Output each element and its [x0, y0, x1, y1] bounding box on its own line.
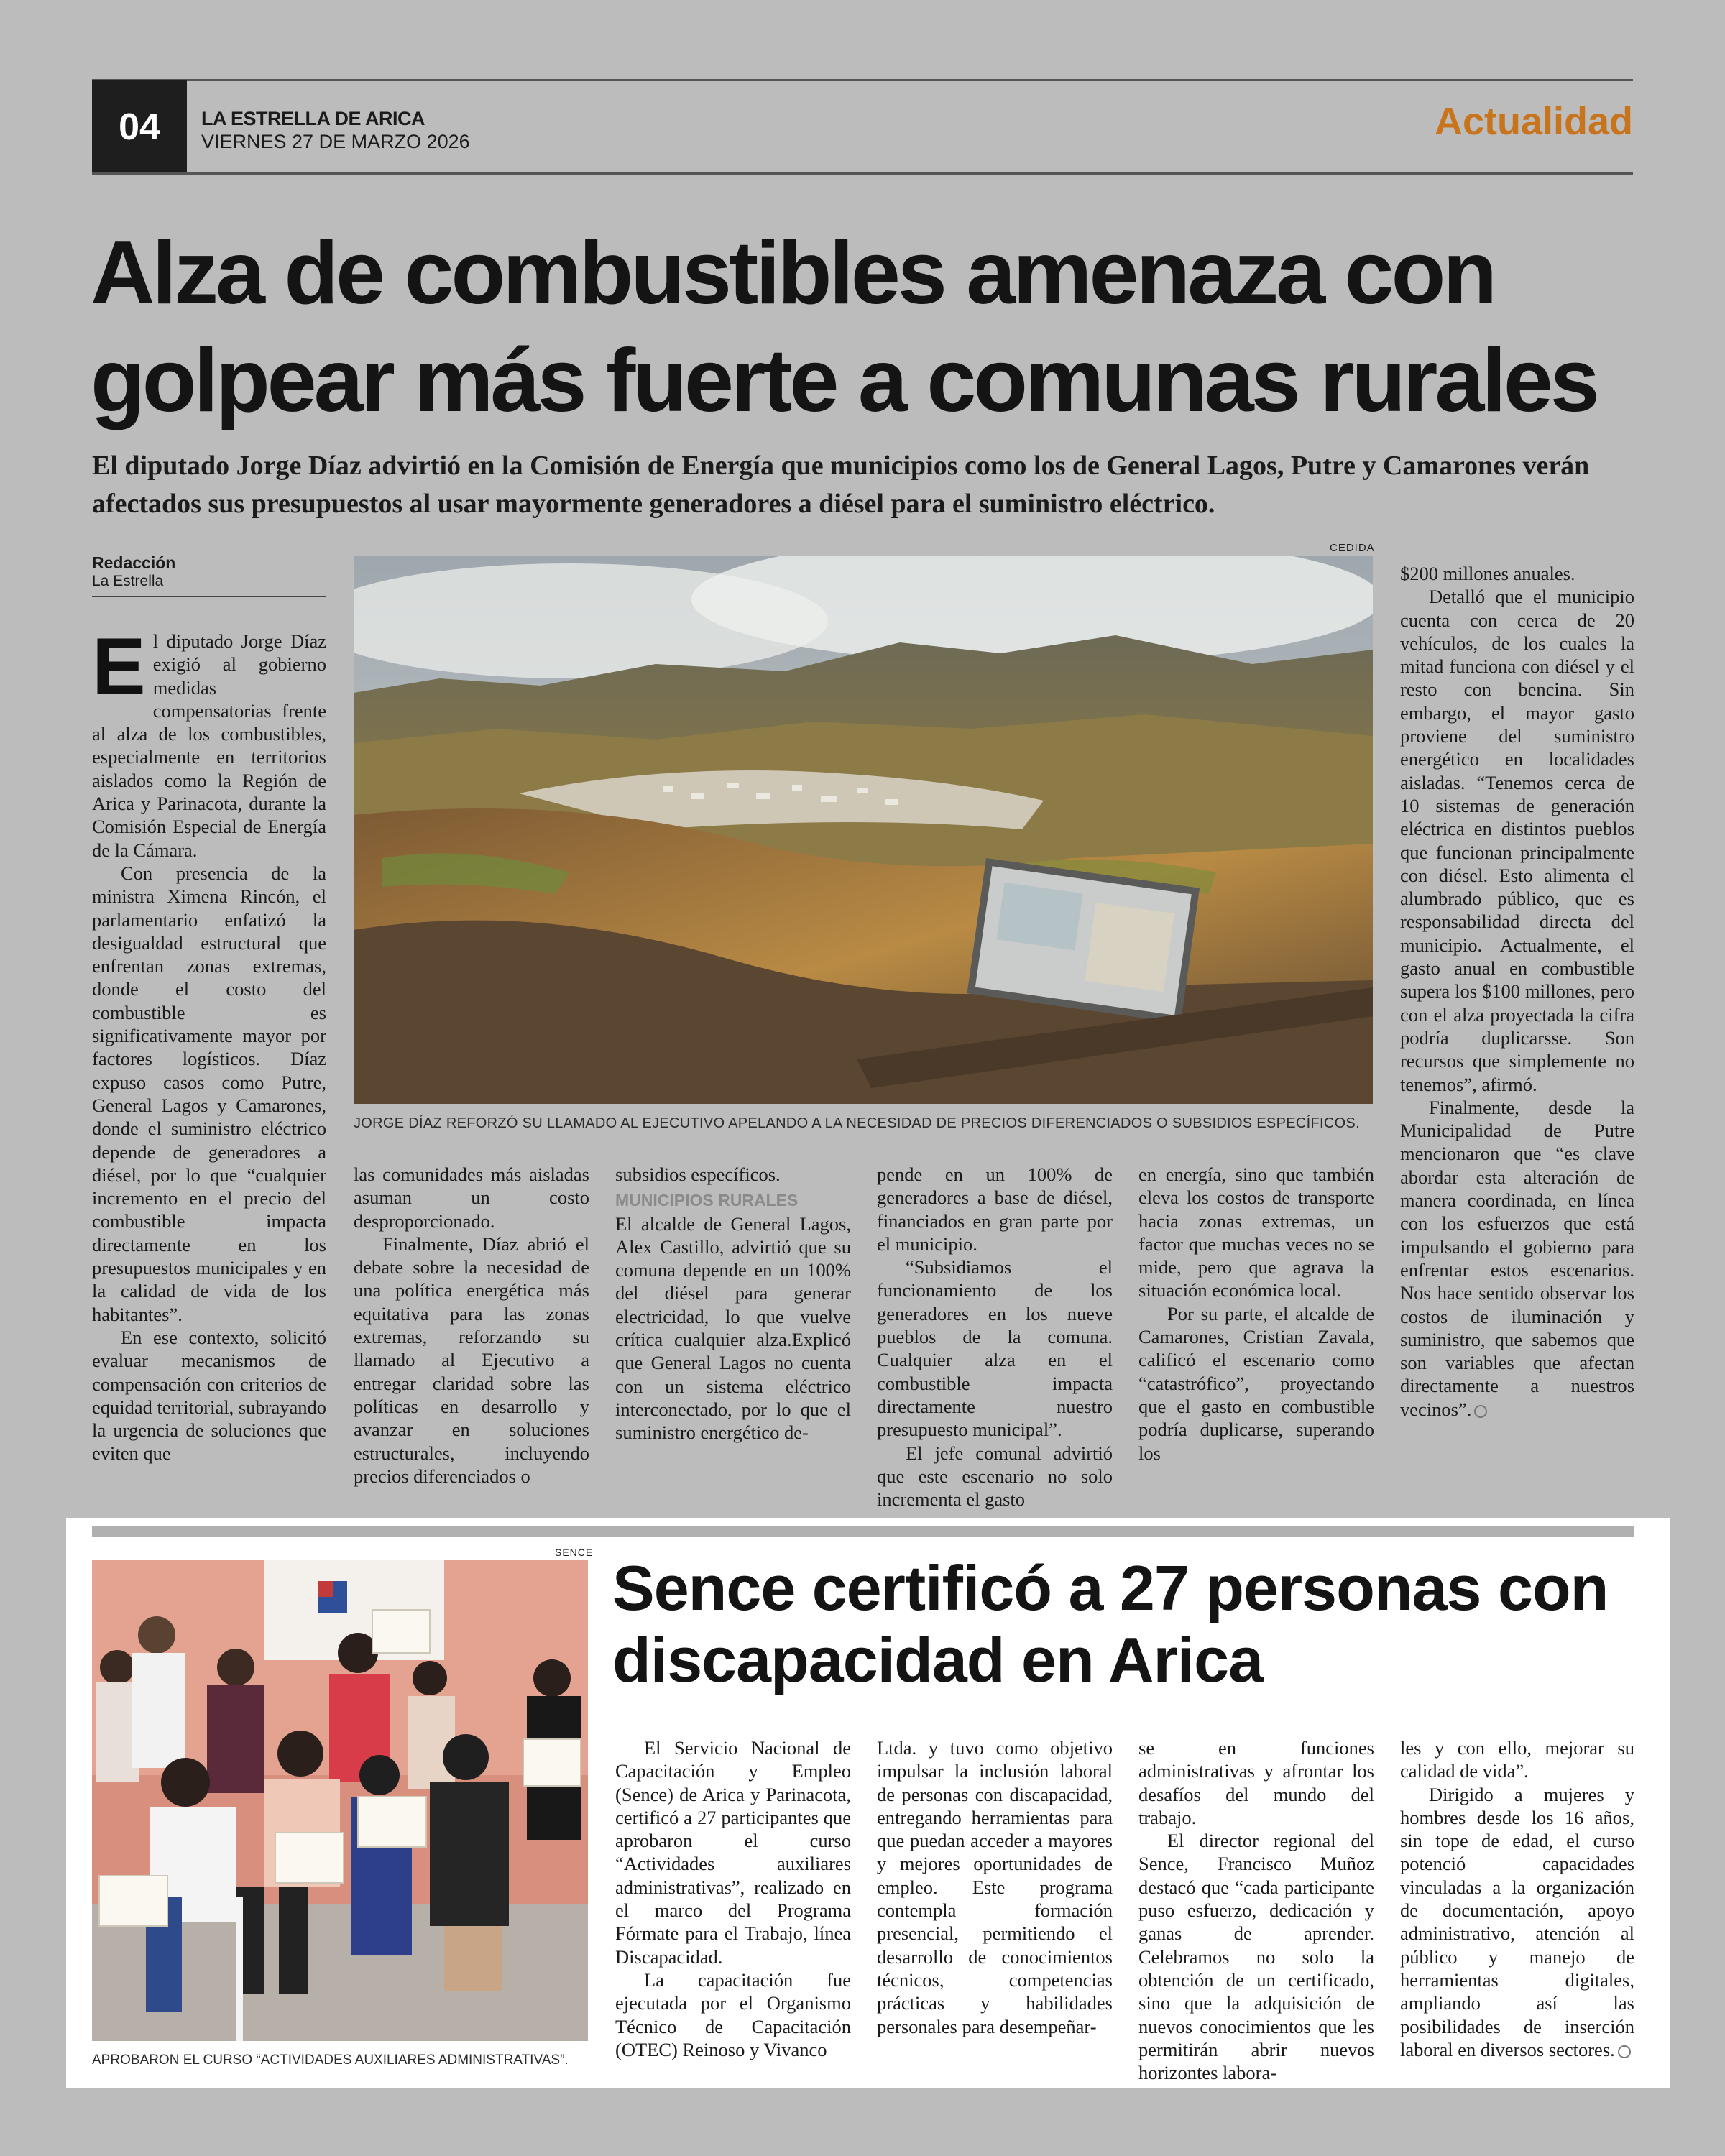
secondary-column-3 [1138, 1736, 1374, 2084]
article-deck: El diputado Jorge Díaz advirtió en la Comisión de Energía que municipios como los de General Lagos, Putre y Camarones verán afectados sus presupuestos al usar mayormente generadores a diésel para el suministro eléctrico. [92, 451, 1590, 519]
article-paragraph [1400, 1096, 1634, 1421]
article-paragraph: En ese contexto, solicitó evaluar mecanismos de compensación con criterios de equidad territorial, subrayando la urgencia de soluciones que eviten que [92, 1326, 326, 1465]
page-number: 04 [92, 80, 187, 174]
article-paragraph: Por su parte, el alcalde de Camarones, Cristian Zavala, calificó el escenario como “catastrófico”, proyectando que el gasto en combustible podría duplicarse, superando los [1138, 1302, 1374, 1464]
photo-caption-2: APROBARON EL CURSO “ACTIVIDADES AUXILIARES ADMINISTRATIVAS”. [92, 2053, 569, 2068]
end-mark-icon [1618, 2045, 1631, 2058]
article-column-1 [92, 622, 326, 1465]
secondary-column-1 [615, 1736, 851, 2061]
article-paragraph [92, 622, 326, 862]
article-column-5 [1138, 1163, 1374, 1465]
article-paragraph [1400, 1783, 1634, 2062]
byline-source: La Estrella [92, 573, 164, 589]
article-paragraph: El director regional del Sence, Francisco Muñoz destacó que “cada participante puso esfuerzo, dedicación y ganas de aprender. Celebramos no solo la obtención de un certificado, sino que la adquisición de nuevos conocimientos que les permitirán abrir nuevos horizontes labora- [1138, 1830, 1374, 2084]
paragraph-text: l diputado Jorge Díaz exigió al gobierno medidas compensatorias frente al alza de los combustibles, especialmente en territorios aislados como la Región de Arica y Parinacota, durante la Comisión Especial de Energía de la Cámara. [92, 630, 326, 861]
newspaper-name: LA ESTRELLA DE ARICA [201, 108, 425, 129]
article-paragraph: les y con ello, mejorar su calidad de vida”. [1400, 1737, 1634, 1782]
article-paragraph: “Subsidiamos el funcionamiento de los generadores en los nueve pueblos de la comuna. Cualquier alza en el combustible impacta directamente nuestro presupuesto municipal”. [877, 1256, 1113, 1441]
byline [92, 553, 326, 597]
group-photo [92, 1560, 588, 2041]
secondary-column-2 [877, 1736, 1113, 2038]
article-column-2 [354, 1163, 589, 1488]
issue-date: VIERNES 27 DE MARZO 2026 [201, 131, 470, 152]
photo-caption: JORGE DÍAZ REFORZÓ SU LLAMADO AL EJECUTIVO APELANDO A LA NECESIDAD DE PRECIOS DIFERENCIADOS O SUBSIDIOS ESPECÍFICOS. [354, 1115, 1360, 1131]
article-paragraph: subsidios específicos. [615, 1164, 781, 1185]
headline-2-line-2: discapacidad en Arica [612, 1624, 1264, 1695]
header-rule-top [92, 79, 1633, 81]
secondary-headline [612, 1552, 1619, 1696]
article-paragraph: El jefe comunal advirtió que este escenario no solo incrementa el gasto [877, 1442, 1113, 1511]
article-paragraph: La capacitación fue ejecutada por el Organismo Técnico de Capacitación (OTEC) Reinoso y Vivanco [615, 1968, 851, 2060]
article-paragraph: se en funciones administrativas y afrontar los desafíos del mundo del trabajo. [1138, 1737, 1374, 1828]
secondary-column-4 [1400, 1736, 1634, 2061]
headline-line-1: Alza de combustibles amenaza con [91, 224, 1495, 323]
byline-author: Redacción [92, 553, 176, 572]
article-column-6 [1400, 562, 1634, 1421]
article-paragraph: Ltda. y tuvo como objetivo impulsar la inclusión laboral de personas con discapacidad, entregando herramientas para que puedan acceder a mayores y mejores oportunidades de empleo. Este programa contempla formación presencial, permitiendo el desarrollo de conocimientos técnicos, competencias prácticas y habilidades personales para desempeñar- [877, 1737, 1113, 2037]
photo-credit: CEDIDA [1330, 542, 1375, 554]
article-paragraph: las comunidades más aisladas asuman un costo desproporcionado. [354, 1164, 589, 1232]
article-paragraph: $200 millones anuales. [1400, 563, 1576, 584]
photo-credit-2: SENCE [555, 1547, 594, 1558]
article-column-4 [877, 1163, 1113, 1511]
article-headline [91, 219, 1643, 435]
headline-2-line-1: Sence certificó a 27 personas con [612, 1552, 1609, 1623]
article-paragraph: pende en un 100% de generadores a base de diésel, financiados en gran parte por el municipio. [877, 1164, 1113, 1255]
article-column-3 [615, 1163, 851, 1445]
article-paragraph: El alcalde de General Lagos, Alex Castillo, advirtió que su comuna depende en un 100% del diésel para generar electricidad, lo que vuelve crítica cualquier alza.Explicó que General Lagos no cuenta con un sistema eléctrico interconectado, por lo que el suministro energético de- [615, 1212, 851, 1444]
article-paragraph: Con presencia de la ministra Ximena Rincón, el parlamentario enfatizó la desigualdad estructural que enfrentan zonas extremas, donde el costo del combustible es significativamente mayor por factores logísticos. Díaz expuso casos como Putre, General Lagos y Camarones, donde el suministro eléctrico depende de generadores a diésel, por lo que “cualquier incremento en el precio del combustible impacta directamente en los presupuestos municipales y en la calidad de vida de los habitantes”. [92, 862, 326, 1325]
end-mark-icon [1474, 1405, 1487, 1418]
drop-cap: E [92, 622, 146, 711]
section-label: Actualidad [1434, 100, 1633, 143]
article-paragraph: El Servicio Nacional de Capacitación y Empleo (Sence) de Arica y Parinacota, certificó a 27 participantes que aprobaron el curso “Actividades auxiliares administrativas”, realizado en el marco del Programa Fórmate para el Trabajo, línea Discapacidad. [615, 1737, 851, 1968]
header-rule-bottom [92, 172, 1633, 175]
article-paragraph: Detalló que el municipio cuenta con cerca de 20 vehículos, de los cuales la mitad funciona con diésel y el resto con bencina. Sin embargo, el mayor gasto proviene del suministro energético en localidades aisladas. “Tenemos cerca de 10 sistemas de generación eléctrica en distintos pueblos que funcionan principalmente con diésel. Esto alimenta el alumbrado público, que es responsabilidad directa del municipio. Actualmente, el gasto anual en combustible supera los $100 millones, pero con el alza proyectada la cifra podría duplicarsse. Son recursos que simplemente no tenemos”, afirmó. [1400, 586, 1634, 1095]
paragraph-text: Finalmente, desde la Municipalidad de Putre mencionaron que “es clave abordar esta alteración de manera coordinada, en línea con los esfuerzos que está impulsando el gobierno para enfrentar estos escenarios. Nos hace sentido observar los costos de iluminación y suministro, que sabemos que son variables que afectan directamente a nuestros vecinos”. [1400, 1096, 1634, 1420]
article-paragraph: en energía, sino que también eleva los costos de transporte hacia zonas extremas, un factor que muchas veces no se mide, pero que agrava la situación económica local. [1138, 1164, 1374, 1302]
landscape-photo [354, 556, 1373, 1104]
paragraph-text: Dirigido a mujeres y hombres desde los 16 años, sin tope de edad, el curso potenció capacidades vinculadas a la organización de documentación, apoyo administrativo, atención al público y manejo de herramientas digitales, ampliando así las posibilidades de inserción laboral en diversos sectores. [1400, 1783, 1634, 2060]
section-subhead: MUNICIPIOS RURALES [615, 1191, 799, 1210]
article-paragraph: Finalmente, Díaz abrió el debate sobre la necesidad de una política energética más equitativa para las zonas extremas, reforzando su llamado al Ejecutivo a entregar claridad sobre las políticas en desarrollo y avanzar en soluciones estructurales, incluyendo precios diferenciados o [354, 1233, 589, 1487]
headline-line-2: golpear más fuerte a comunas rurales [91, 331, 1597, 430]
secondary-article-rule [92, 1526, 1634, 1537]
